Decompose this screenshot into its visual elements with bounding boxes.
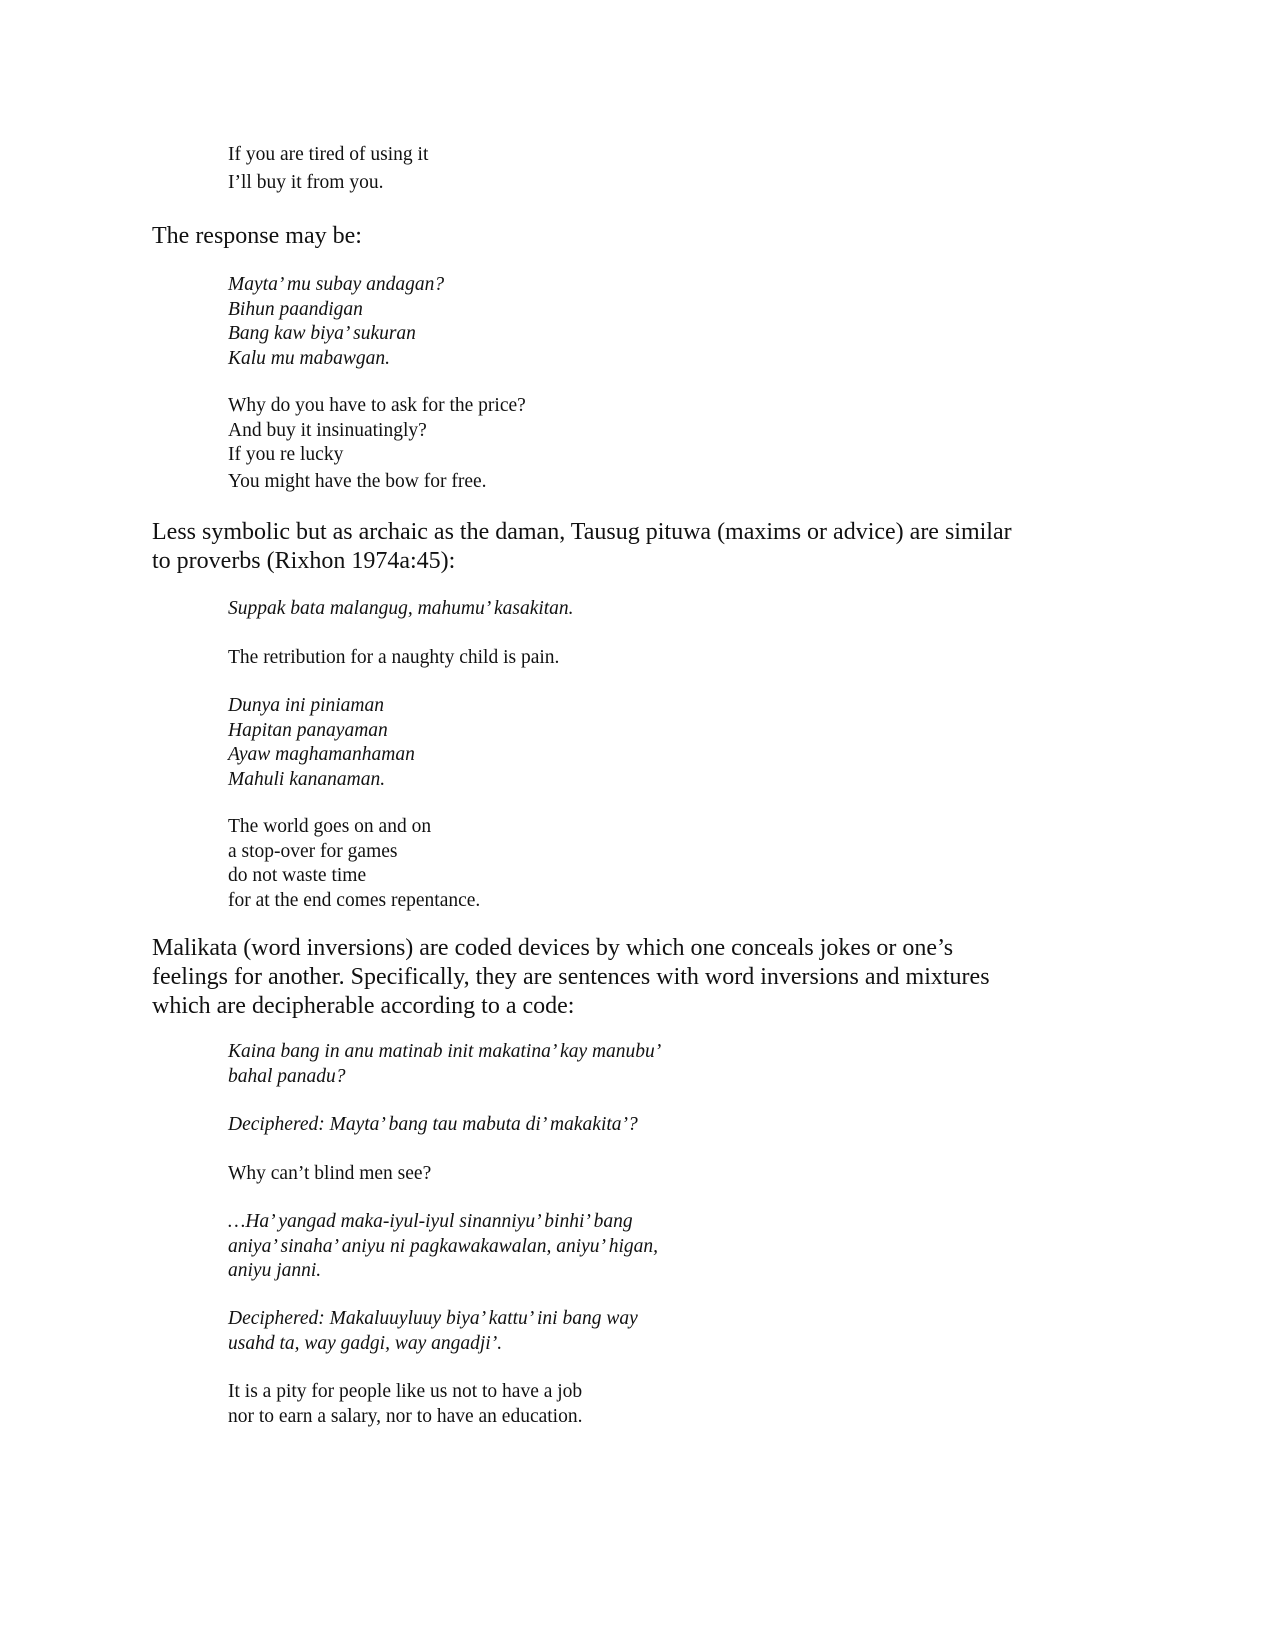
verse-line: Ayaw maghamanhaman	[228, 744, 415, 765]
verse-line: Kalu mu mabawgan.	[228, 347, 390, 369]
verse-line: Deciphered: Mayta’ bang tau mabuta di’ makakita’?	[228, 1114, 638, 1135]
verse-line: You might have the bow for free.	[228, 471, 487, 492]
maxim-1-english	[228, 646, 559, 671]
verse-line: nor to earn a salary, nor to have an education.	[228, 1405, 583, 1427]
verse-line: bahal panadu?	[228, 1065, 346, 1087]
verse-line: …Ha’ yangad maka-iyul-iyul sinanniyu’ binhi’ bang	[228, 1211, 633, 1232]
response-english-verse	[228, 394, 526, 495]
verse-line: Why do you have to ask for the price?	[228, 395, 526, 416]
verse-line: The world goes on and on	[228, 816, 432, 837]
verse-line: do not waste time	[228, 865, 367, 886]
verse-line: It is a pity for people like us not to have a job	[228, 1381, 583, 1402]
example-1-deciphered	[228, 1113, 638, 1138]
example-1-coded	[228, 1040, 661, 1089]
verse-line: Hapitan panayaman	[228, 719, 388, 741]
verse-line: Bang kaw biya’ sukuran	[228, 323, 416, 344]
stanza-english-1	[228, 143, 428, 196]
verse-line: Why can’t blind men see?	[228, 1163, 432, 1184]
verse-line: I’ll buy it from you.	[228, 172, 384, 193]
verse-line: And buy it insinuatingly?	[228, 419, 427, 441]
verse-line: If you re lucky	[228, 444, 344, 465]
maxim-2-english-verse	[228, 815, 480, 913]
verse-line: Deciphered: Makaluuyluuy biya’ kattu’ ini bang way	[228, 1308, 638, 1329]
maxim-2-tausug-verse	[228, 694, 415, 792]
response-tausug-verse	[228, 273, 444, 371]
verse-line: The retribution for a naughty child is pain.	[228, 647, 560, 668]
verse-line: usahd ta, way gadgi, way angadji’.	[228, 1332, 503, 1354]
verse-line: Suppak bata malangug, mahumu’ kasakitan.	[228, 598, 574, 619]
verse-line: Dunya ini piniaman	[228, 695, 384, 716]
verse-line: Mayta’ mu subay andagan?	[228, 274, 445, 295]
verse-line: Bihun paandigan	[228, 298, 363, 320]
malikata-paragraph: Malikata (word inversions) are coded devices by which one conceals jokes or one’s feelings for another. Specifically, they are sentences with word inversions and mixtures which are decipherable according to a code:	[152, 935, 990, 1019]
example-2-coded	[228, 1210, 658, 1284]
verse-line: aniya’ sinaha’ aniyu ni pagkawakawalan, aniyu’ higan,	[228, 1235, 659, 1257]
example-1-english	[228, 1162, 431, 1187]
verse-line: Kaina bang in anu matinab init makatina’ kay manubu’	[228, 1041, 662, 1062]
verse-line: for at the end comes repentance.	[228, 889, 481, 911]
verse-line: aniyu janni.	[228, 1260, 322, 1281]
response-intro: The response may be:	[152, 223, 362, 249]
example-2-english	[228, 1380, 582, 1429]
maxim-1-tausug	[228, 597, 574, 622]
verse-line: Mahuli kananaman.	[228, 768, 386, 790]
example-2-deciphered	[228, 1307, 638, 1356]
pituwa-paragraph: Less symbolic but as archaic as the daman, Tausug pituwa (maxims or advice) are similar to proverbs (Rixhon 1974a:45):	[152, 519, 1012, 574]
verse-line: a stop-over for games	[228, 840, 398, 862]
verse-line: If you are tired of using it	[228, 144, 429, 165]
